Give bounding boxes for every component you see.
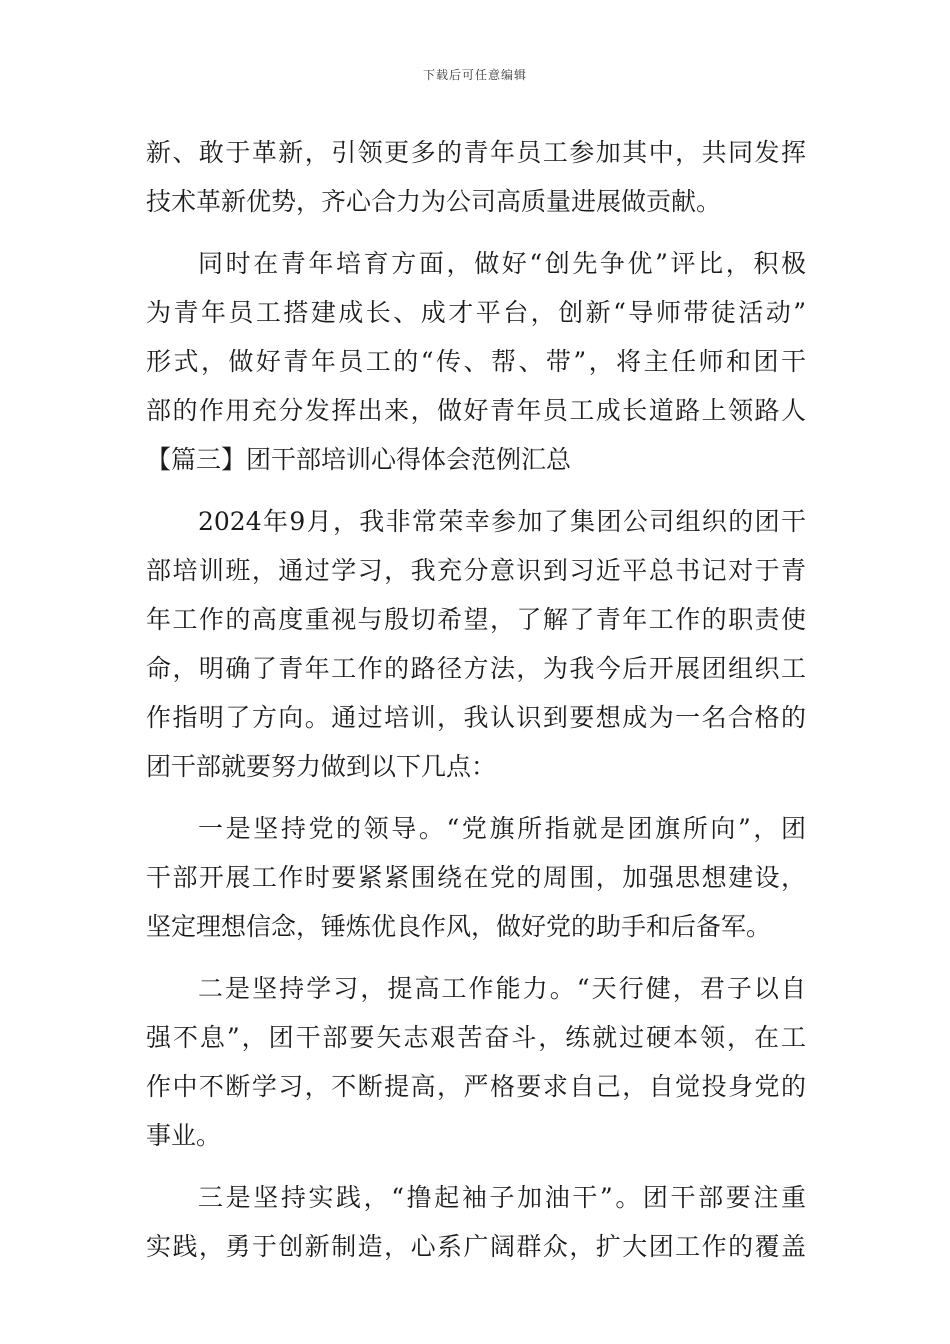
text-line: 技术革新优势，齐心合力为公司高质量进展做贡献。 [146,187,722,216]
text-line: 团干部就要努力做到以下几点： [146,752,497,781]
text-line: 事业。 [146,1121,222,1150]
text-line: 实践，勇于创新制造，心系广阔群众，扩大团工作的覆盖 [146,1232,806,1261]
section-heading: 【篇三】团干部培训心得体会范例汇总 [146,445,572,474]
text-line: 新、敢于革新，引领更多的青年员工参加其中，共同发挥 [146,138,806,167]
text-line: 坚定理想信念，锤炼优良作风，做好党的助手和后备军。 [146,912,772,941]
text-line: 一是坚持党的领导。“党旗所指就是团旗所向”，团 [198,814,806,843]
text-line: 干部开展工作时要紧紧围绕在党的周围，加强思想建设， [146,863,806,892]
text-line: 同时在青年培育方面，做好“创先争优”评比，积极 [198,249,806,278]
text-line: 强不息”，团干部要矢志艰苦奋斗，练就过硬本领，在工 [146,1023,806,1052]
document-body [146,128,806,1271]
text-line: 作中不断学习，不断提高，严格要求自己，自觉投身党的 [146,1072,806,1101]
text-line: 年工作的高度重视与殷切希望，了解了青年工作的职责使 [146,605,806,634]
text-line: 部培训班，通过学习，我充分意识到习近平总书记对于青 [146,556,806,585]
text-line: 作指明了方向。通过培训，我认识到要想成为一名合格的 [146,703,806,732]
text-line: 部的作用充分发挥出来，做好青年员工成长道路上领路人 [146,396,806,425]
text-line: 二是坚持学习，提高工作能力。“天行健，君子以自 [198,974,806,1003]
text-line: 命，明确了青年工作的路径方法，为我今后开展团组织工 [146,654,806,683]
text-line: 三是坚持实践，“撸起袖子加油干”。团干部要注重 [198,1183,806,1212]
text-line: 2024年9月，我非常荣幸参加了集团公司组织的团干 [198,507,806,536]
text-line: 形式，做好青年员工的“传、帮、带”，将主任师和团干 [146,347,806,376]
text-line: 为青年员工搭建成长、成才平台，创新“导师带徒活动” [146,298,806,327]
page-header-note: 下载后可任意编辑 [422,68,527,82]
